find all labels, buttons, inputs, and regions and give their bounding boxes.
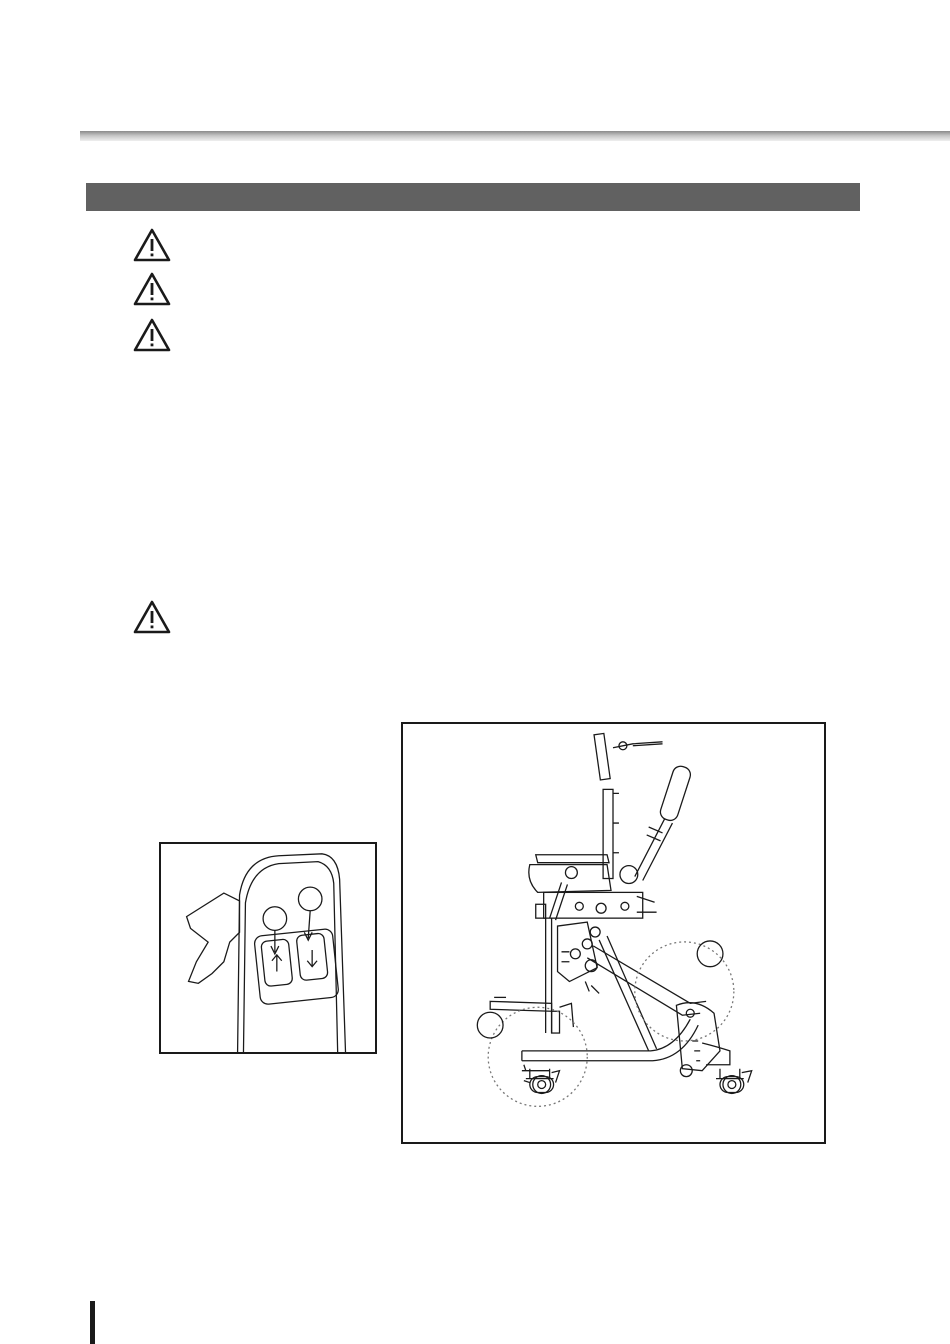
front-caster	[524, 1069, 560, 1094]
rear-caster	[716, 1069, 752, 1094]
callout-1	[263, 907, 287, 931]
gear-plate	[558, 922, 601, 981]
detail-circle-rear	[635, 942, 734, 1041]
down-arrow-icon	[307, 950, 317, 967]
callout-rear	[697, 941, 723, 967]
callout-2	[298, 887, 322, 911]
base-frame	[522, 1019, 698, 1071]
header-rule	[80, 131, 950, 141]
page-edge-mark	[90, 1301, 95, 1344]
stander-frame-figure	[401, 722, 826, 1144]
remote-body	[238, 854, 346, 1052]
rear-hinge	[676, 1003, 729, 1077]
warning-triangle-icon	[133, 600, 171, 634]
warning-triangle-icon	[133, 228, 171, 262]
remote-hook	[187, 893, 240, 983]
warning-triangle-icon	[133, 272, 171, 306]
push-handle	[620, 764, 693, 883]
up-arrow-icon	[272, 955, 282, 972]
lift-linkage	[585, 936, 706, 1051]
backrest	[594, 733, 662, 878]
section-heading-bar	[86, 183, 860, 211]
front-column	[490, 918, 573, 1033]
seat	[529, 855, 611, 920]
warning-triangle-icon	[133, 318, 171, 352]
remote-control-figure	[159, 842, 377, 1054]
